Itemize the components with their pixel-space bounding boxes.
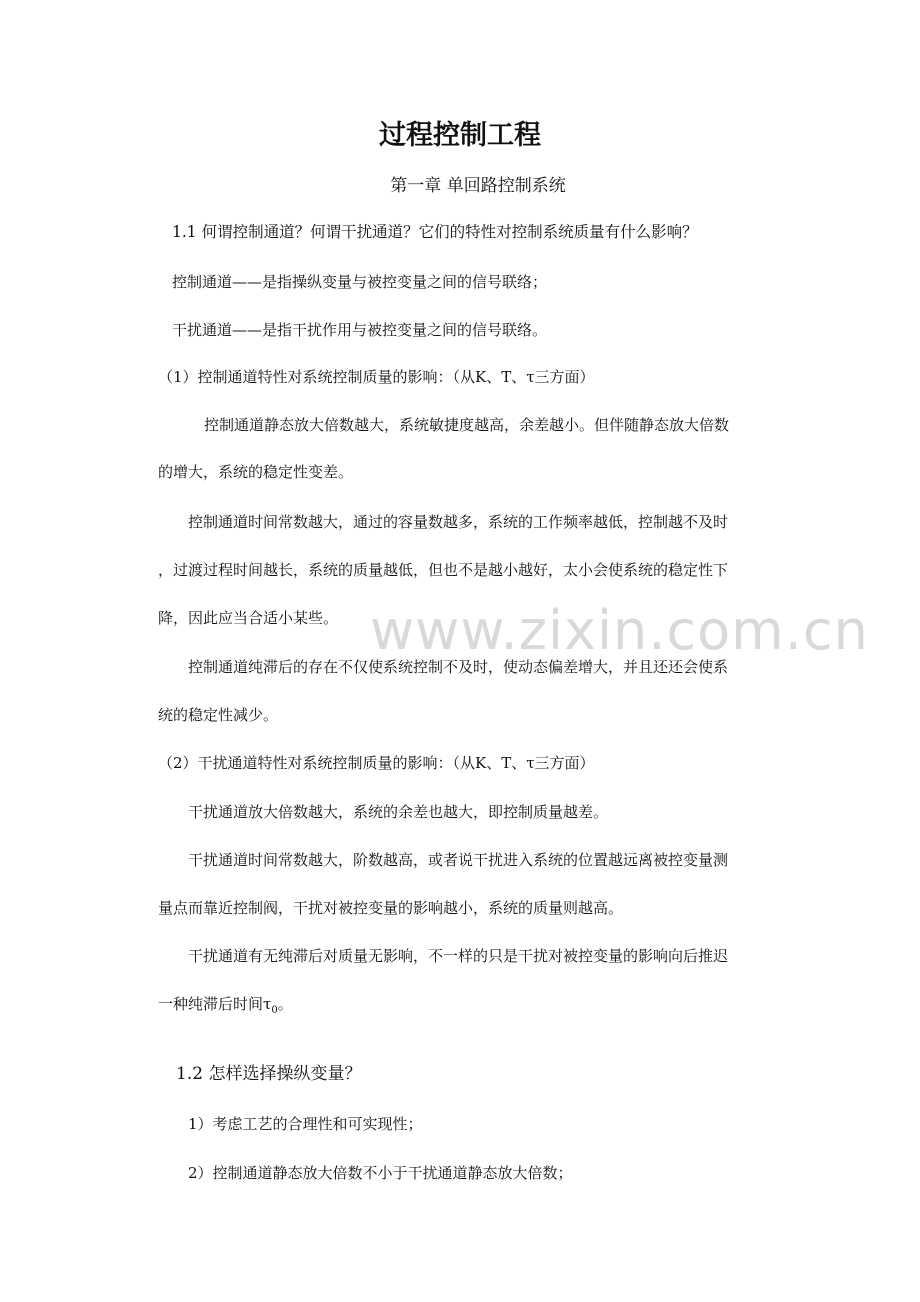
paragraph-5-line-1: 干扰通道时间常数越大，阶数越高，或者说干扰进入系统的位置越远离被控变量测 xyxy=(188,851,729,869)
paragraph-2-line-2: ，过渡过程时间越长，系统的质量越低，但也不是越小越好，太小会使系统的稳定性下 xyxy=(158,561,729,579)
chapter-heading: 第一章 单回路控制系统 xyxy=(390,176,566,196)
paragraph-3-line-1: 控制通道纯滞后的存在不仅使系统控制不及时，使动态偏差增大，并且还还会使系 xyxy=(188,658,729,676)
watermark: www.zixin.com.cn xyxy=(370,599,869,662)
paragraph-6-end: 。 xyxy=(277,995,293,1013)
paragraph-6-line-1: 干扰通道有无纯滞后对质量无影响，不一样的只是干扰对被控变量的影响向后推迟 xyxy=(188,947,729,965)
definition-disturbance-channel: 干扰通道——是指干扰作用与被控变量之间的信号联络。 xyxy=(172,321,548,339)
paragraph-6-text: 一种纯滞后时间τ xyxy=(158,995,272,1013)
paragraph-1-line-2: 的增大，系统的稳定性变差。 xyxy=(158,463,354,481)
paragraph-5-line-2: 量点而靠近控制阀，干扰对被控变量的影响越小，系统的质量则越高。 xyxy=(158,899,624,917)
paragraph-4-line-1: 干扰通道放大倍数越大，系统的余差也越大，即控制质量越差。 xyxy=(188,803,609,821)
part-2-heading: （2）干扰通道特性对系统控制质量的影响：（从K、T、τ三方面） xyxy=(158,754,595,772)
paragraph-3-line-2: 统的稳定性减少。 xyxy=(158,706,279,724)
paragraph-1-line-1: 控制通道静态放大倍数越大，系统敏捷度越高，余差越小。但伴随静态放大倍数 xyxy=(204,416,730,434)
definition-control-channel: 控制通道——是指操纵变量与被控变量之间的信号联络； xyxy=(172,273,548,291)
part-1-heading: （1）控制通道特性对系统控制质量的影响：（从K、T、τ三方面） xyxy=(158,368,595,386)
list-item-1: 1）考虑工艺的合理性和可实现性； xyxy=(188,1115,423,1133)
tau-subscript: 0 xyxy=(271,1005,278,1016)
paragraph-6-line-2 xyxy=(158,994,293,1017)
question-1-2: 1.2 怎样选择操纵变量？ xyxy=(176,1064,362,1084)
question-1-1: 1.1 何谓控制通道？何谓干扰通道？它们的特性对控制系统质量有什么影响？ xyxy=(172,223,698,241)
document-title: 过程控制工程 xyxy=(379,120,541,151)
paragraph-2-line-3: 降，因此应当合适小某些。 xyxy=(158,609,339,627)
paragraph-2-line-1: 控制通道时间常数越大，通过的容量数越多，系统的工作频率越低，控制越不及时 xyxy=(188,513,729,531)
list-item-2: 2）控制通道静态放大倍数不小于干扰通道静态放大倍数； xyxy=(188,1164,573,1182)
